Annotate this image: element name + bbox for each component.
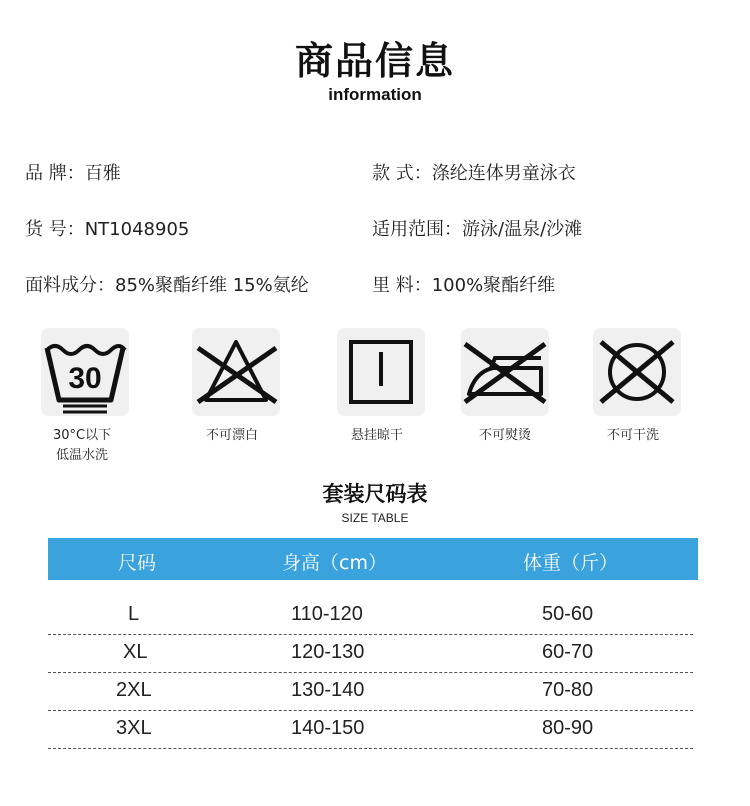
wash-temp-text: 30: [68, 362, 102, 395]
height-cell: 110-120: [291, 603, 363, 625]
height-cell: 130-140: [291, 679, 365, 701]
table-row: [48, 711, 693, 749]
weight-cell: 80-90: [542, 717, 594, 739]
item-number-info: 货 号：NT1048905: [25, 219, 190, 240]
no-iron-icon: [461, 328, 549, 416]
header-height: 身高（cm）: [282, 552, 387, 574]
usage-info: 适用范围：游泳/温泉/沙滩: [372, 219, 583, 240]
weight-cell: 70-80: [542, 679, 594, 701]
care-label-wash: 30°C以下 低温水洗: [53, 428, 112, 463]
style-info: 款 式：涤纶连体男童泳衣: [372, 163, 576, 184]
care-label-no-iron: 不可熨烫: [479, 428, 532, 443]
header-weight: 体重（斤）: [523, 552, 619, 574]
page-subtitle: information: [328, 85, 422, 104]
weight-cell: 60-70: [542, 641, 594, 663]
header-size: 尺码: [118, 552, 157, 574]
size-cell: L: [128, 603, 140, 625]
care-label-hang-dry: 悬挂晾干: [351, 428, 404, 443]
lining-info: 里 料：100%聚酯纤维: [372, 275, 556, 296]
brand-info: 品 牌：百雅: [25, 163, 121, 184]
size-cell: 3XL: [116, 717, 152, 739]
weight-cell: 50-60: [542, 603, 594, 625]
table-row: [48, 635, 693, 673]
size-table-title: 套装尺码表: [322, 482, 428, 506]
wash-30-low-temp-icon: [41, 328, 129, 416]
table-row: [48, 673, 693, 711]
care-label-no-dry-clean: 不可干洗: [607, 428, 660, 443]
height-cell: 140-150: [291, 717, 365, 739]
table-row: [48, 597, 693, 635]
size-cell: XL: [123, 641, 148, 663]
care-label-no-bleach: 不可漂白: [206, 428, 259, 443]
height-cell: 120-130: [291, 641, 365, 663]
size-table-header: [48, 538, 698, 580]
fabric-info: 面料成分：85%聚酯纤维 15%氨纶: [25, 275, 309, 296]
no-bleach-icon: [192, 328, 280, 416]
size-cell: 2XL: [116, 679, 152, 701]
page-title: 商品信息: [294, 39, 455, 83]
no-dry-clean-icon: [593, 328, 681, 416]
hang-dry-icon: [337, 328, 425, 416]
size-table-subtitle: SIZE TABLE: [341, 511, 409, 525]
